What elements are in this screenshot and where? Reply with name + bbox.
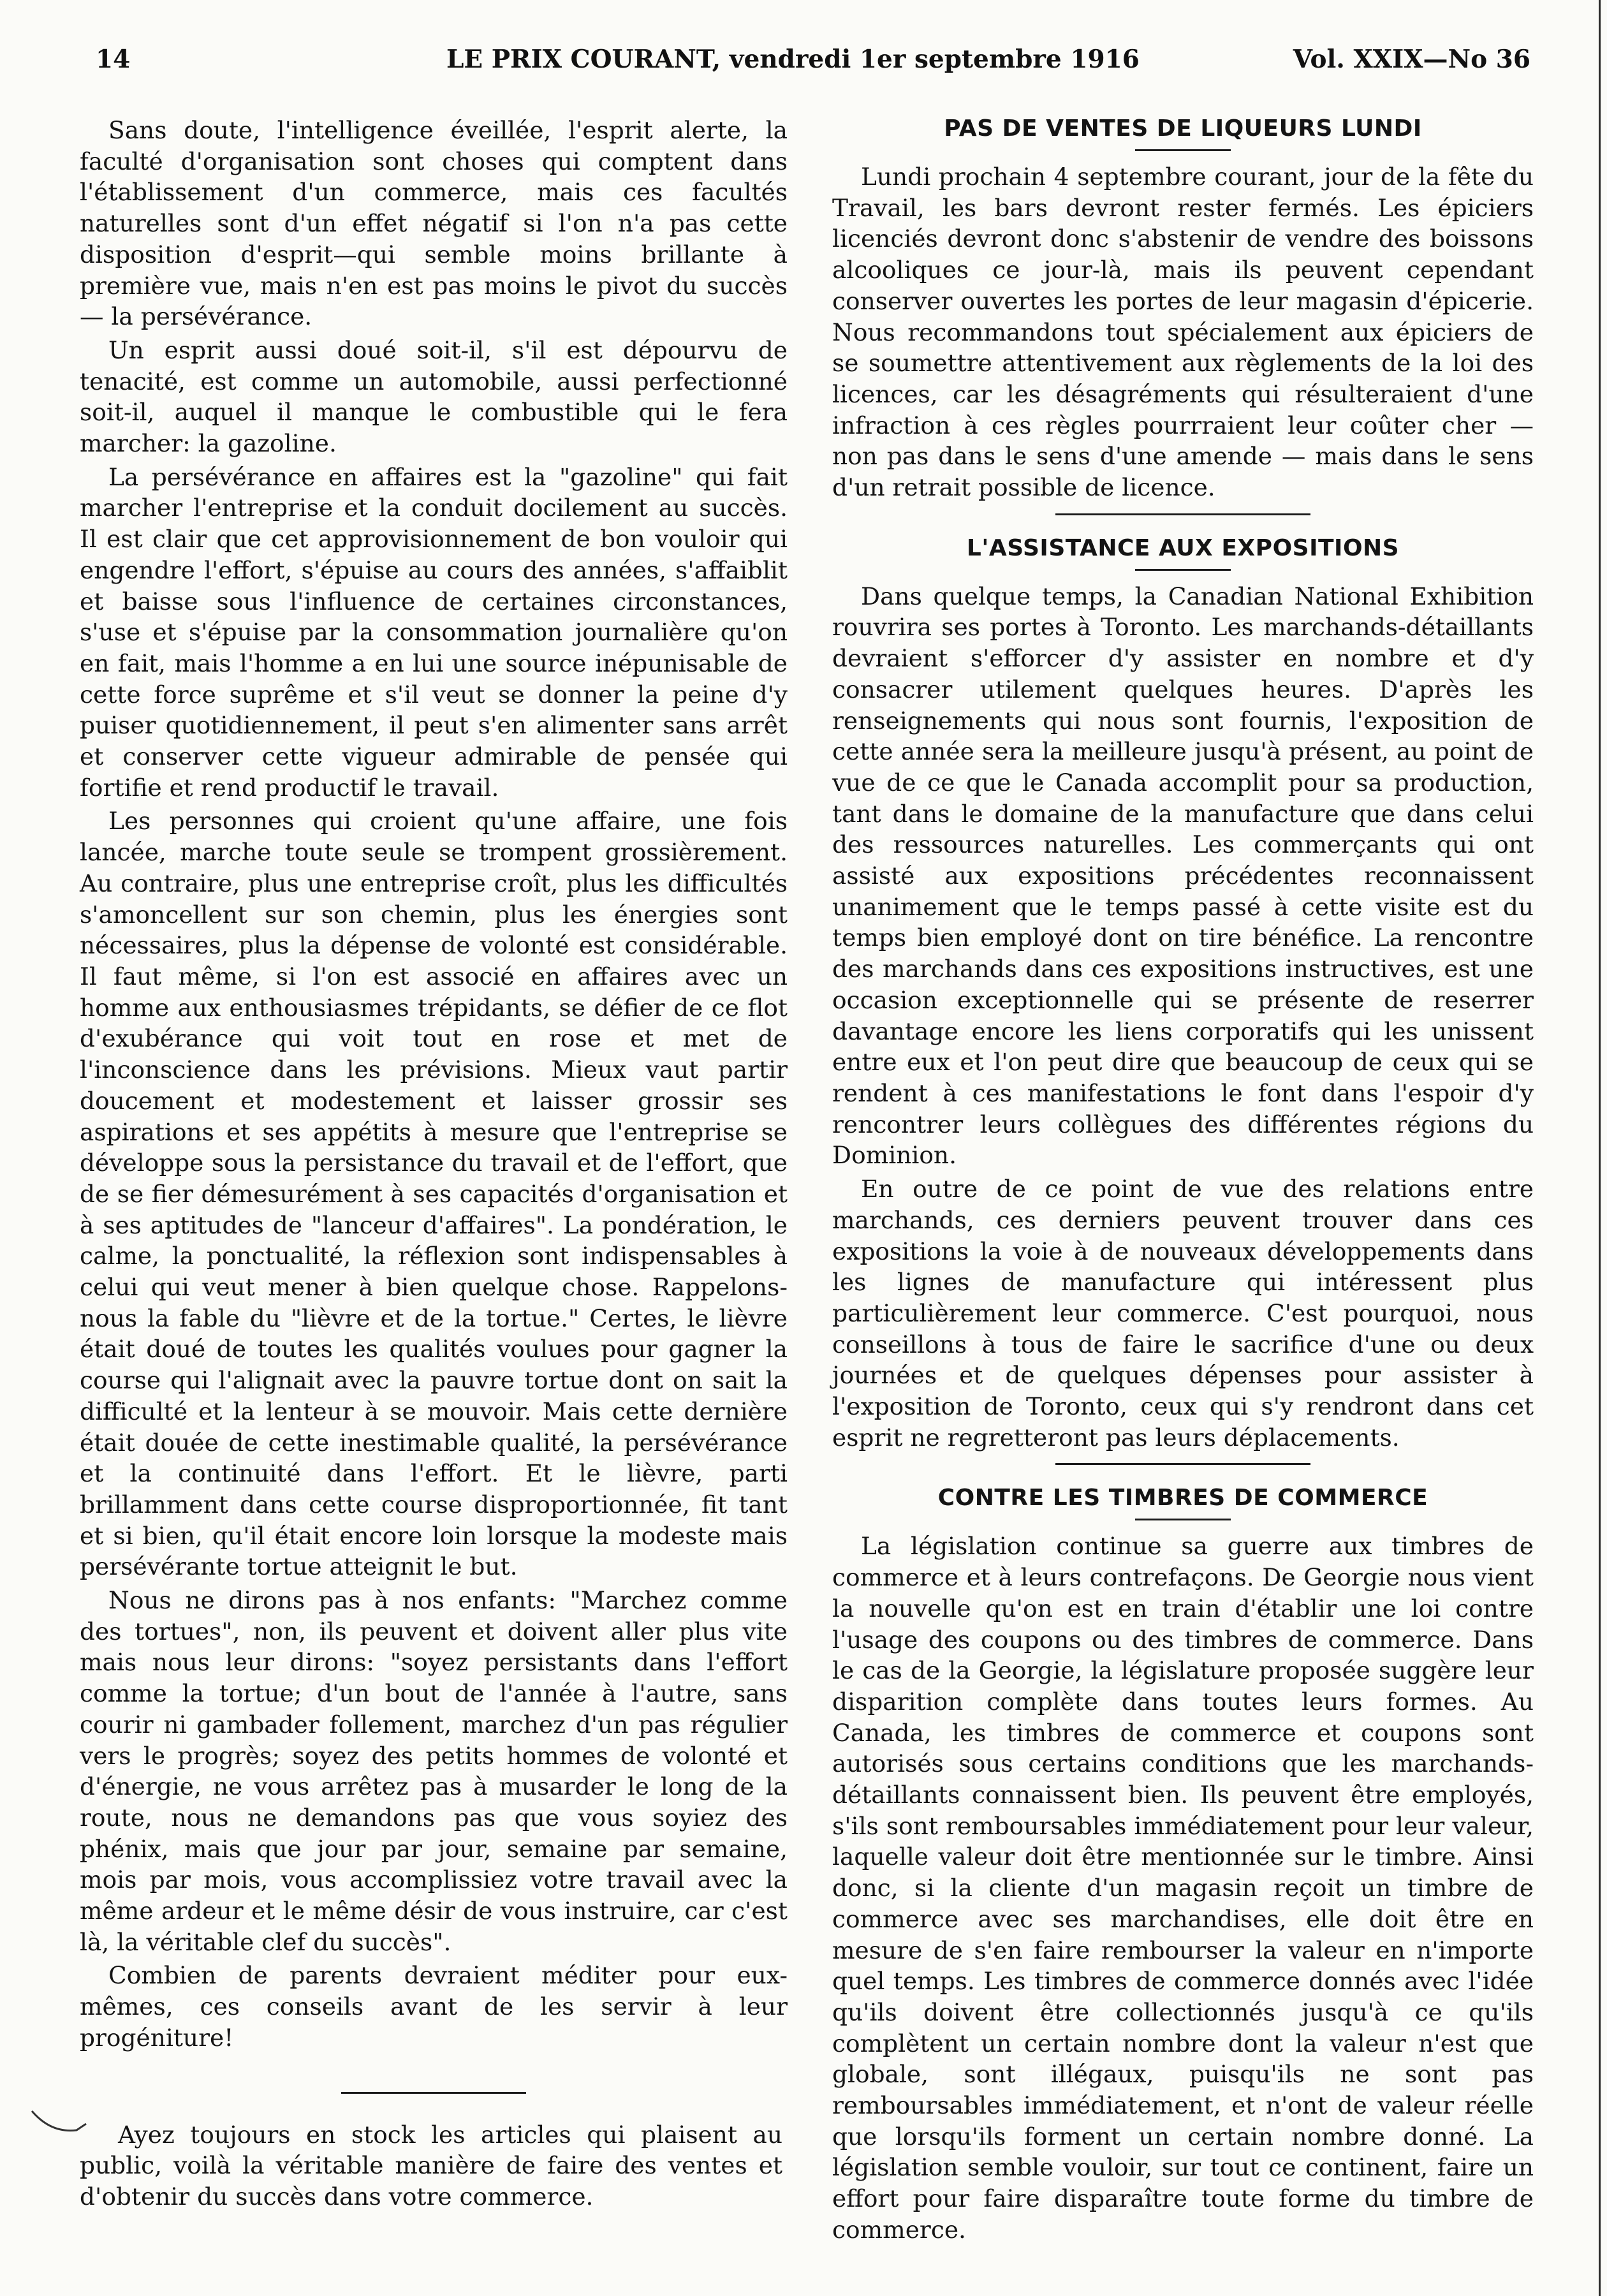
- article-paragraph: Combien de parents devraient méditer pour eux-mêmes, ces conseils avant de les servir à leur progéniture!: [80, 1961, 788, 2052]
- article-title: CONTRE LES TIMBRES DE COMMERCE: [937, 1485, 1428, 1512]
- article-paragraph: Un esprit aussi doué soit-il, s'il est dépourvu de tenacité, est comme un automobile, aussi perfectionné soit-il, auquel il manque le combustible qui le fera marcher: la gazoline.: [80, 335, 788, 458]
- volume-number: Vol. XXIX—No 36: [1293, 45, 1530, 74]
- article-title: PAS DE VENTES DE LIQUEURS LUNDI: [944, 115, 1422, 142]
- article-paragraph: Les personnes qui croient qu'une affaire, une fois lancée, marche toute seule se trompent grossièrement. Au contraire, plus une entreprise croît, plus les difficultés s'amoncellent sur son chemin, plus les énergies sont nécessaires, plus la dépense de volonté est considérable. Il faut même, si l'on est associé en affaires avec un homme aux enthousiasmes trépidants, se défier de ce flot d'exubérance qui voit tout en rose et met de l'inconscience dans les prévisions. Mieux vaut partir doucement et modestement et laisser grossir ses aspirations et ses appétits à mesure que l'entreprise se développe sous la persistance du travail et de l'effort, que de se fier démesurément à ses capacités d'organisation et à ses aptitudes de "lanceur d'affaires". La pondération, le calme, la ponctualité, la réflexion sont indispensables à celui qui veut mener à bien quelque chose. Rappelons-nous la fable du "lièvre et de la tortue." Certes, le lièvre était doué de toutes les qualités voulues pour gagner la course qui l'alignait avec la pauvre tortue dont on sait la difficulté et la lenteur à se mouvoir. Mais cette dernière était douée de cette inestimable qualité, la persévérance et la continuité dans l'effort. Et le lièvre, parti brillamment dans cette course disproportionnée, fit tant et si bien, qu'il était encore loin lorsque la modeste mais persévérante tortue atteignit le but.: [80, 807, 788, 1581]
- page-number: 14: [96, 45, 131, 74]
- page-edge-line: [1599, 0, 1601, 2296]
- section-divider: [1055, 1463, 1310, 1465]
- article-paragraph: La persévérance en affaires est la "gazoline" qui fait marcher l'entreprise et la conduit docilement au succès. Il est clair que cet approvisionnement de bon vouloir qui engendre l'effort, s'épuise au cours des années, s'affaiblit et baisse sous l'influence de certaines circonstances, s'use et s'épuise par la consommation journalière qu'on en fait, mais l'homme a en lui une source inépunisable de cette force suprême et s'il veut se donner la peine d'y puiser quotidiennement, il peut s'en alimenter sans arrêt et conserver cette vigueur admirable de pensée qui fortifie et rend productif le travail.: [80, 462, 788, 802]
- title-underline: [1135, 149, 1231, 151]
- section-divider: [1055, 513, 1310, 515]
- article-paragraph: La législation continue sa guerre aux timbres de commerce et à leurs contrefaçons. De Georgie nous vient la nouvelle qu'on est en train d'établir une loi contre l'usage des coupons ou des timbres de commerce. Dans le cas de la Georgie, la législature proposée suggère leur disparition complète dans toutes leurs formes. Au Canada, les timbres de commerce et coupons sont autorisés sous certains conditions que les marchands-détaillants connaissent bien. Ils peuvent être employés, s'ils sont remboursables immédiatement pour leur valeur, laquelle valeur doit être mentionnée sur le timbre. Ainsi donc, si la cliente d'un magasin reçoit un timbre de commerce avec ses marchandises, elle doit être en mesure de s'en faire rembourser la valeur en n'importe quel temps. Les timbres de commerce donnés avec l'idée qu'ils doivent être collectionnés jusqu'à ce qu'ils complètent un certain nombre dont la valeur n'est que globale, sont illégaux, puisqu'ils ne sont pas remboursables immédiatement, et n'ont de valeur réelle que lorsqu'ils forment un certain nombre donné. La législation semble vouloir, sur tout ce continent, faire un effort pour faire disparaître toute forme du timbre de commerce.: [832, 1532, 1534, 2244]
- article-paragraph: Nous ne dirons pas à nos enfants: "Marchez comme des tortues", non, ils peuvent et doivent aller plus vite mais nous leur dirons: "soyez persistants dans l'effort comme la tortue; d'un bout de l'année à l'autre, sans courir ni gambader follement, marchez d'un pas régulier vers le progrès; soyez des petits hommes de volonté et d'énergie, ne vous arrêtez pas à musarder le long de la route, nous ne demandons pas que vous soyiez des phénix, mais que jour par jour, semaine par semaine, mois par mois, vous accomplissiez votre travail avec la même ardeur et le même désir de vous instruire, car c'est là, la véritable clef du succès".: [80, 1586, 788, 1956]
- right-column: [832, 115, 1534, 2248]
- publication-title: LE PRIX COURANT, vendredi 1er septembre 1916: [446, 45, 1140, 74]
- article-expositions: [832, 534, 1534, 1453]
- section-divider: [341, 2092, 526, 2094]
- article-liqueurs: [832, 115, 1534, 503]
- title-underline: [1135, 1519, 1231, 1520]
- article-paragraph: Lundi prochain 4 septembre courant, jour de la fête du Travail, les bars devront rester fermés. Les épiciers licenciés devront donc s'abstenir de vendre des boissons alcooliques ce jour-là, mais ils peuvent cependant conserver ouvertes les portes de leur magasin d'épicerie. Nous recommandons tout spécialement aux épiciers de se soumettre attentivement aux règlements de la loi des licences, car les désagréments qui résulteraient d'une infraction à ces règles pourrraient leur coûter cher — non pas dans le sens d'une amende — mais dans le sens d'un retrait possible de licence.: [832, 163, 1534, 502]
- closing-note: [80, 2119, 788, 2212]
- article-title: L'ASSISTANCE AUX EXPOSITIONS: [966, 534, 1400, 561]
- article-paragraph: Sans doute, l'intelligence éveillée, l'esprit alerte, la faculté d'organisation sont choses qui comptent dans l'établissement d'un commerce, mais ces facultés naturelles sont d'un effet négatif si l'on n'a pas cette disposition d'esprit—qui semble moins brillante à première vue, mais n'en est pas moins le pivot du succès — la persévérance.: [80, 116, 788, 331]
- closing-note-text: Ayez toujours en stock les articles qui plaisent au public, voilà la véritable manière de faire des ventes et d'obtenir du succès dans votre commerce.: [80, 2120, 782, 2211]
- title-underline: [1135, 569, 1231, 571]
- article-timbres: [832, 1484, 1534, 2245]
- margin-scribble-icon: [26, 2105, 89, 2143]
- article-paragraph: Dans quelque temps, la Canadian National Exhibition rouvrira ses portes à Toronto. Les marchands-détaillants devraient s'efforcer d'y assister en nombre et d'y consacrer utilement quelques heures. D'après les renseignements qui nous sont fournis, l'exposition de cette année sera la meilleure jusqu'à présent, au point de vue de ce que le Canada accomplit pour sa production, tant dans le domaine de la manufacture que dans celui des ressources naturelles. Les commerçants qui ont assisté aux expositions précédentes reconnaissent unanimement que le temps passé à cette visite est du temps bien employé dont on tire bénéfice. La rencontre des marchands dans ces expositions instructives, est une occasion exceptionnelle qui se présente de reserrer davantage encore les liens corporatifs qui les unissent entre eux et l'on peut dire que beaucoup de ceux qui se rendent à ces manifestations le font dans l'espoir d'y rencontrer leurs collègues des différentes régions du Dominion.: [832, 582, 1534, 1170]
- article-paragraph: En outre de ce point de vue des relations entre marchands, ces derniers peuvent trouver dans ces expositions la voie à de nouveaux développements dans les lignes de manufacture qui intéressent plus particulièrement leur commerce. C'est pourquoi, nous conseillons à tous de faire le sacrifice d'une ou deux journées et de quelques dépenses pour assister à l'exposition de Toronto, ceux qui s'y rendront dans cet esprit ne regretteront pas leurs déplacements.: [832, 1175, 1534, 1452]
- page-header: [96, 45, 1530, 83]
- left-column: [80, 115, 788, 2215]
